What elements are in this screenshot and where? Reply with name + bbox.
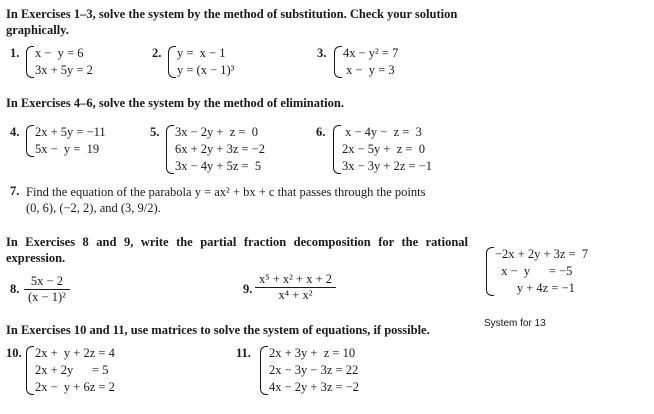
exercise-7-text-line-2: (0, 6), (−2, 2), and (3, 9/2). bbox=[26, 201, 161, 215]
exercise-4-number: 4. bbox=[10, 125, 20, 139]
exercise-7-number: 7. bbox=[10, 184, 20, 198]
equation-row: x − y = 6 bbox=[35, 46, 84, 60]
exercise-8-number: 8. bbox=[10, 282, 20, 296]
equation-row: y + 4z = −1 bbox=[495, 281, 575, 295]
exercise-3-system bbox=[334, 45, 398, 79]
exercise-7-text-line-1: Find the equation of the parabola y = ax² + bx + c that passes through the points bbox=[26, 185, 426, 199]
equation-row: 2x − 3y − 3z = 22 bbox=[269, 363, 359, 377]
equation-row: 2x + y + 2z = 4 bbox=[35, 346, 115, 360]
equation-row: x − y = −5 bbox=[495, 264, 573, 278]
exercise-11-number: 11. bbox=[236, 346, 251, 360]
left-brace-icon bbox=[26, 46, 34, 78]
equation-row: x − y = 3 bbox=[343, 63, 395, 77]
equation-row: 3x + 5y = 2 bbox=[35, 63, 93, 77]
left-brace-icon bbox=[334, 46, 342, 78]
exercise-4-system bbox=[26, 124, 106, 158]
instructions-10-11: In Exercises 10 and 11, use matrices to solve the system of equations, if possible. bbox=[6, 323, 430, 337]
exercise-2-number: 2. bbox=[152, 46, 162, 60]
exercise-1-number: 1. bbox=[10, 46, 20, 60]
exercise-10-number: 10. bbox=[6, 346, 22, 360]
equation-row: 5x − y = 19 bbox=[35, 142, 100, 156]
equation-row: 6x + 2y + 3z = −2 bbox=[175, 142, 265, 156]
exercise-10-system bbox=[26, 345, 115, 396]
equation-row: 2x + 5y = −11 bbox=[35, 125, 106, 139]
instructions-4-6: In Exercises 4–6, solve the system by the method of elimination. bbox=[6, 96, 344, 110]
equation-row: 4x − 2y + 3z = −2 bbox=[269, 380, 359, 394]
exercise-5-system bbox=[166, 124, 265, 175]
instructions-8-9: In Exercises 8 and 9, write the partial fraction decomposition for the rational expression. bbox=[6, 235, 468, 265]
exercise-9-number: 9. bbox=[243, 282, 253, 296]
equation-row: 4x − y² = 7 bbox=[343, 46, 399, 60]
left-brace-icon bbox=[260, 346, 268, 395]
equation-row: 3x − 4y + 5z = 5 bbox=[175, 159, 262, 173]
equation-row: 2x + 2y = 5 bbox=[35, 363, 109, 377]
exercise-11-system bbox=[260, 345, 359, 396]
equation-row: −2x + 2y + 3z = 7 bbox=[495, 247, 589, 261]
left-brace-icon bbox=[168, 46, 176, 78]
left-brace-icon bbox=[333, 125, 341, 174]
left-brace-icon bbox=[26, 346, 34, 395]
equation-row: y = (x − 1)³ bbox=[177, 63, 235, 77]
numerator: 5x − 2 bbox=[30, 274, 63, 288]
exercise-9-fraction bbox=[255, 272, 336, 303]
exercise-6-number: 6. bbox=[316, 125, 326, 139]
exercise-5-number: 5. bbox=[150, 125, 160, 139]
denominator: x⁴ + x² bbox=[255, 287, 336, 303]
denominator: (x − 1)² bbox=[24, 289, 70, 305]
equation-row: x − 4y − z = 3 bbox=[342, 125, 422, 139]
equation-row: 2x + 3y + z = 10 bbox=[269, 346, 356, 360]
exercise-6-system bbox=[333, 124, 432, 175]
left-brace-icon bbox=[26, 125, 34, 157]
equation-row: y = x − 1 bbox=[177, 46, 226, 60]
equation-row: 2x − 5y + z = 0 bbox=[342, 142, 425, 156]
equation-row: 3x − 2y + z = 0 bbox=[175, 125, 258, 139]
numerator: x⁵ + x² + x + 2 bbox=[259, 272, 333, 286]
system-13 bbox=[486, 246, 588, 297]
exercise-3-number: 3. bbox=[317, 46, 327, 60]
instructions-1-3: In Exercises 1–3, solve the system by the method of substitution. Check your solution graphically. bbox=[6, 7, 458, 37]
equation-row: 3x − 3y + 2z = −1 bbox=[342, 159, 432, 173]
left-brace-icon bbox=[166, 125, 174, 174]
exercise-2-system bbox=[168, 45, 234, 79]
exercise-8-fraction bbox=[24, 274, 70, 305]
system-13-caption: System for 13 bbox=[484, 318, 546, 329]
equation-row: 2x − y + 6z = 2 bbox=[35, 380, 115, 394]
left-brace-icon bbox=[486, 247, 494, 296]
exercise-1-system bbox=[26, 45, 93, 79]
